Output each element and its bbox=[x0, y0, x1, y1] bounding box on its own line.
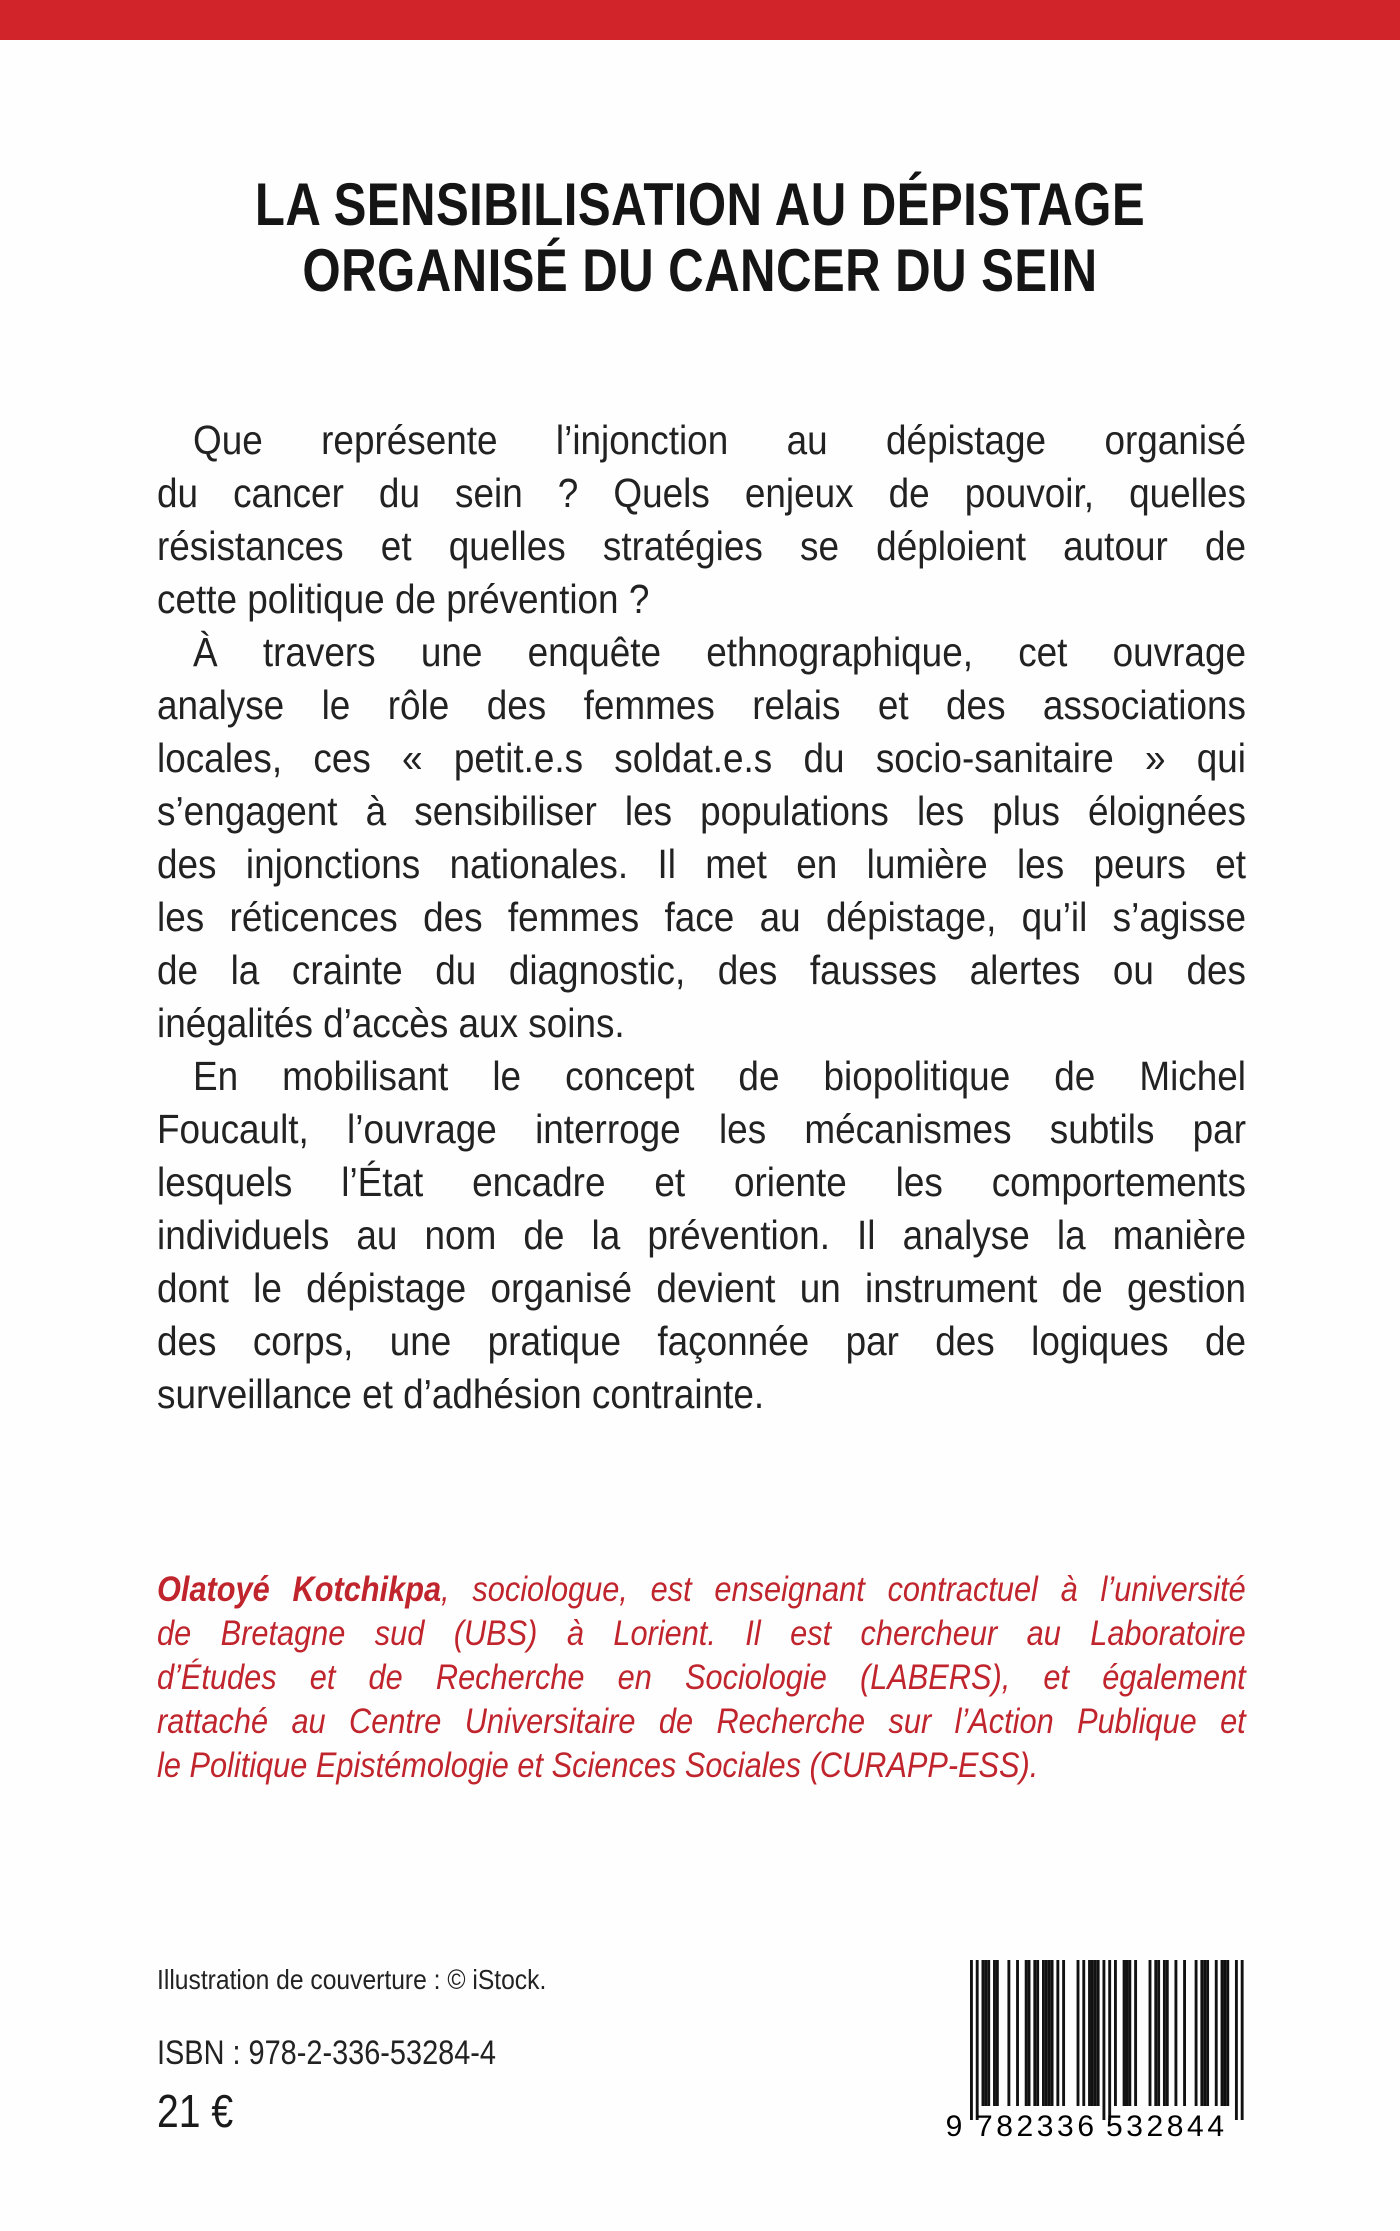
summary-line: inégalités d’accès aux soins. bbox=[157, 1000, 625, 1046]
title-line: LA SENSIBILISATION AU DÉPISTAGE bbox=[254, 171, 1146, 238]
author-bio-line: rattaché au Centre Universitaire de Recherche sur l’Action Publique et bbox=[157, 1702, 1246, 1741]
barcode-bar bbox=[1036, 1960, 1039, 2106]
barcode-bar bbox=[1126, 1960, 1129, 2106]
barcode-bar bbox=[1045, 1960, 1048, 2106]
summary-line: les réticences des femmes face au dépistage, qu’il s’agisse bbox=[157, 894, 1246, 940]
summary-line: lesquels l’État encadre et oriente les comportements bbox=[157, 1159, 1246, 1205]
barcode-bar bbox=[1134, 1960, 1137, 2106]
barcode-bar bbox=[1088, 1960, 1091, 2106]
summary-line: En mobilisant le concept de biopolitique de Michel bbox=[193, 1053, 1246, 1099]
author-bio-line: de Bretagne sud (UBS) à Lorient. Il est chercheur au Laboratoire bbox=[157, 1614, 1246, 1653]
author-name: Olatoyé Kotchikpa bbox=[157, 1570, 442, 1609]
barcode-bar bbox=[1025, 1960, 1028, 2106]
barcode-bar bbox=[1221, 1960, 1224, 2106]
barcode-bar bbox=[987, 1960, 990, 2106]
summary-text bbox=[157, 414, 1246, 1421]
barcode-bar bbox=[1042, 1960, 1045, 2106]
price: 21 € bbox=[157, 2085, 234, 2137]
barcode-bar bbox=[1223, 1960, 1226, 2106]
barcode-bar bbox=[1028, 1960, 1031, 2106]
barcode-bar bbox=[1123, 1960, 1126, 2106]
isbn: ISBN : 978-2-336-53284-4 bbox=[157, 2034, 496, 2072]
barcode-bar bbox=[1048, 1960, 1051, 2106]
summary-line: locales, ces « petit.e.s soldat.e.s du socio-sanitaire » qui bbox=[157, 735, 1246, 781]
barcode-bar bbox=[1183, 1960, 1186, 2106]
barcode-bar bbox=[1051, 1960, 1054, 2106]
barcode bbox=[940, 1960, 1250, 2140]
title-line: ORGANISÉ DU CANCER DU SEIN bbox=[302, 237, 1098, 304]
summary-line: Que représente l’injonction au dépistage organisé bbox=[193, 417, 1246, 463]
summary-line: du cancer du sein ? Quels enjeux de pouvoir, quelles bbox=[157, 470, 1246, 516]
barcode-bar bbox=[1163, 1960, 1166, 2106]
barcode-bar bbox=[1166, 1960, 1169, 2106]
book-title bbox=[0, 172, 1400, 304]
barcode-bar bbox=[1114, 1960, 1117, 2106]
author-bio bbox=[157, 1568, 1246, 1788]
barcode-bar bbox=[1077, 1960, 1080, 2106]
cover-credit: Illustration de couverture : © iStock. bbox=[157, 1964, 547, 1995]
summary-line: À travers une enquête ethnographique, cet ouvrage bbox=[193, 629, 1246, 675]
author-bio-line: d’Études et de Recherche en Sociologie (LABERS), et également bbox=[157, 1658, 1246, 1697]
barcode-bar bbox=[1154, 1960, 1157, 2106]
barcode-bar bbox=[1226, 1960, 1229, 2106]
barcode-bar bbox=[1016, 1960, 1019, 2106]
barcode-bar bbox=[1206, 1960, 1209, 2106]
barcode-bar bbox=[1094, 1960, 1097, 2106]
summary-line: analyse le rôle des femmes relais et des associations bbox=[157, 682, 1246, 728]
barcode-bar bbox=[982, 1960, 985, 2106]
author-bio-line bbox=[157, 1568, 1246, 1612]
barcode-bar bbox=[1007, 1960, 1010, 2106]
barcode-bar bbox=[996, 1960, 999, 2106]
barcode-bar bbox=[1033, 1960, 1036, 2106]
barcode-bar bbox=[1091, 1960, 1094, 2106]
author-bio-text: , sociologue, est enseignant contractuel à l’université bbox=[441, 1570, 1246, 1609]
summary-line: des injonctions nationales. Il met en lumière les peurs et bbox=[157, 841, 1246, 887]
barcode-bar bbox=[1200, 1960, 1203, 2106]
barcode-bar bbox=[1097, 1960, 1100, 2106]
barcode-bar bbox=[1215, 1960, 1218, 2106]
top-accent-bar bbox=[0, 0, 1400, 40]
summary-line: Foucault, l’ouvrage interroge les mécanismes subtils par bbox=[157, 1106, 1246, 1152]
barcode-bar bbox=[1195, 1960, 1198, 2106]
barcode-bar bbox=[1056, 1960, 1059, 2106]
barcode-bar bbox=[1203, 1960, 1206, 2106]
author-bio-line: le Politique Epistémologie et Sciences Sociales (CURAPP-ESS). bbox=[157, 1746, 1039, 1785]
summary-line: cette politique de prévention ? bbox=[157, 576, 650, 622]
barcode-digits-left: 782336 bbox=[976, 2110, 1094, 2140]
barcode-bar bbox=[1235, 1960, 1238, 2120]
summary-line: des corps, une pratique façonnée par des logiques de bbox=[157, 1318, 1246, 1364]
barcode-bar bbox=[1082, 1960, 1085, 2106]
barcode-bar bbox=[1102, 1960, 1105, 2120]
barcode-bar bbox=[1174, 1960, 1177, 2106]
barcode-bar bbox=[984, 1960, 987, 2106]
barcode-bar bbox=[1108, 1960, 1111, 2120]
barcode-bar bbox=[1157, 1960, 1160, 2106]
summary-line: s’engagent à sensibiliser les populations les plus éloignées bbox=[157, 788, 1246, 834]
barcode-digit: 9 bbox=[945, 2110, 963, 2140]
barcode-bar bbox=[1149, 1960, 1152, 2106]
summary-line: dont le dépistage organisé devient un instrument de gestion bbox=[157, 1265, 1246, 1311]
summary-line: individuels au nom de la prévention. Il analyse la manière bbox=[157, 1212, 1246, 1258]
summary-line: surveillance et d’adhésion contrainte. bbox=[157, 1371, 765, 1417]
barcode-bar bbox=[976, 1960, 979, 2120]
barcode-digits-right: 532844 bbox=[1106, 2110, 1224, 2140]
barcode-bar bbox=[970, 1960, 973, 2120]
summary-line: de la crainte du diagnostic, des fausses alertes ou des bbox=[157, 947, 1246, 993]
barcode-bar bbox=[1241, 1960, 1244, 2120]
barcode-bar bbox=[1128, 1960, 1131, 2106]
barcode-bar bbox=[993, 1960, 996, 2106]
barcode-bar bbox=[1062, 1960, 1065, 2106]
summary-line: résistances et quelles stratégies se déploient autour de bbox=[157, 523, 1246, 569]
